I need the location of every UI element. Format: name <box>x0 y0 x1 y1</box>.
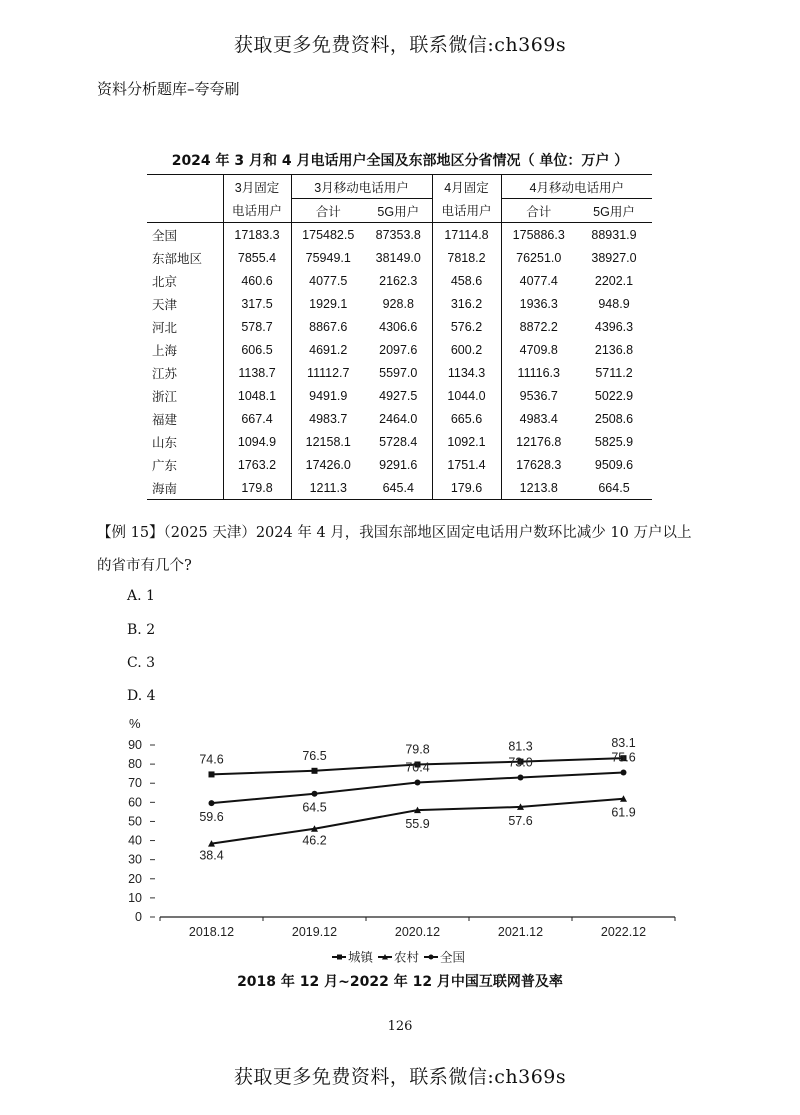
table-cell: 2097.6 <box>379 342 418 357</box>
row-region-name: 浙江 <box>152 389 178 404</box>
table-cell: 9509.6 <box>594 457 634 472</box>
page-number: 126 <box>387 1019 413 1034</box>
header-sub: 5G用户 <box>576 199 652 223</box>
table-cell: 2464.0 <box>379 411 418 426</box>
header-sub: 电话用户 <box>432 199 501 223</box>
table-cell: 1213.8 <box>501 476 576 500</box>
table-cell: 578.7 <box>223 315 291 338</box>
table-cell: 4983.7 <box>291 407 365 430</box>
table-cell: 5711.2 <box>595 365 633 380</box>
table-cell: 928.8 <box>382 296 414 311</box>
table-cell: 38149.0 <box>375 250 421 265</box>
option-c[interactable]: C. 3 <box>127 655 156 671</box>
table-cell: 5728.4 <box>379 434 418 449</box>
table-cell: 1134.3 <box>432 361 501 384</box>
table-row <box>147 223 652 247</box>
x-tick-label: 2022.12 <box>600 925 647 939</box>
table-cell: 4927.5 <box>379 388 418 403</box>
header-corner <box>147 175 223 199</box>
header-apr-mobile: 4月移动电话用户 <box>501 175 652 199</box>
table-cell: 2162.3 <box>379 273 418 288</box>
data-label: 61.9 <box>611 805 636 820</box>
header-sub: 5G用户 <box>365 199 432 223</box>
y-tick-label: 50 <box>128 814 142 829</box>
header-apr-fixed: 4月固定 <box>432 175 501 199</box>
table-row <box>147 292 652 315</box>
data-label: 74.6 <box>199 752 224 767</box>
table-row <box>147 407 652 430</box>
x-tick-label: 2019.12 <box>291 925 338 939</box>
table-cell: 12176.8 <box>501 430 576 453</box>
row-region-name: 天津 <box>152 297 178 312</box>
data-label: 38.4 <box>199 848 224 863</box>
option-b[interactable]: B. 2 <box>127 622 156 638</box>
table-cell: 460.6 <box>223 269 291 292</box>
row-region-name: 山东 <box>152 435 178 450</box>
row-region-name: 海南 <box>147 476 223 500</box>
internet-penetration-chart <box>100 715 700 970</box>
data-label: 83.1 <box>611 736 636 751</box>
table-cell: 316.2 <box>432 292 501 315</box>
table-row <box>147 384 652 407</box>
phone-users-table <box>147 174 652 500</box>
table-cell: 75949.1 <box>291 246 365 269</box>
table-cell: 606.5 <box>223 338 291 361</box>
table-cell: 8872.2 <box>501 315 576 338</box>
data-label: 76.5 <box>302 748 327 763</box>
table-cell: 4077.4 <box>501 269 576 292</box>
table-cell: 2136.8 <box>594 342 634 357</box>
data-point-square <box>312 768 318 774</box>
data-label: 55.9 <box>405 817 430 832</box>
table-cell: 76251.0 <box>501 246 576 269</box>
x-tick-label: 2021.12 <box>497 925 544 939</box>
table-cell: 1094.9 <box>223 430 291 453</box>
table-cell: 1044.0 <box>432 384 501 407</box>
row-region-name: 广东 <box>152 458 178 473</box>
data-label: 57.6 <box>508 813 533 828</box>
table-cell: 948.9 <box>598 296 630 311</box>
data-point-square <box>209 771 215 777</box>
table-cell: 179.6 <box>432 476 501 500</box>
y-tick-label: 70 <box>128 776 142 791</box>
table-row <box>147 476 652 500</box>
header-corner-2 <box>147 199 223 223</box>
legend-marker-circle <box>429 955 434 960</box>
data-label: 73.0 <box>508 755 533 770</box>
table-cell: 179.8 <box>223 476 291 500</box>
chart-ylabel: % <box>129 716 141 731</box>
table-cell: 1763.2 <box>223 453 291 476</box>
row-region-name: 北京 <box>152 274 178 289</box>
table-cell: 11116.3 <box>501 361 576 384</box>
table-row <box>147 338 652 361</box>
table-title: 2024 年 3 月和 4 月电话用户全国及东部地区分省情况（ 单位：万户 ） <box>171 153 629 169</box>
table-cell: 576.2 <box>432 315 501 338</box>
table-row <box>147 269 652 292</box>
table-cell: 600.2 <box>432 338 501 361</box>
table-cell: 17426.0 <box>291 453 365 476</box>
table-cell: 9291.6 <box>379 457 418 472</box>
header-sub: 合计 <box>291 199 365 223</box>
y-tick-label: 30 <box>128 852 142 867</box>
table-cell: 11112.7 <box>291 361 365 384</box>
table-row <box>147 430 652 453</box>
y-tick-label: 90 <box>128 738 142 752</box>
table-cell: 5825.9 <box>594 434 634 449</box>
watermark-bottom: 获取更多免费资料，联系微信:ch369s <box>233 1066 567 1088</box>
row-region-name: 江苏 <box>152 366 178 381</box>
table-cell: 38927.0 <box>591 250 637 265</box>
table-cell: 88931.9 <box>591 227 637 242</box>
data-label: 59.6 <box>199 810 224 825</box>
table-cell: 5597.0 <box>379 365 418 380</box>
header-sub: 合计 <box>501 199 576 223</box>
x-tick-label: 2018.12 <box>188 925 235 939</box>
legend-label: 全国 <box>440 950 466 965</box>
table-cell: 2508.6 <box>594 411 634 426</box>
table-cell: 1048.1 <box>223 384 291 407</box>
question-stem-line1: 【例 15】（2025 天津）2024 年 4 月，我国东部地区固定电话用户数环比减少 10 万户以上 <box>97 525 692 541</box>
table-cell: 667.4 <box>223 407 291 430</box>
option-a[interactable]: A. 1 <box>127 588 155 604</box>
table-cell: 175886.3 <box>501 223 576 247</box>
table-row <box>147 315 652 338</box>
row-region-name: 上海 <box>152 343 178 358</box>
table-cell: 2202.1 <box>594 273 634 288</box>
table-cell: 7855.4 <box>223 246 291 269</box>
data-point-circle <box>415 779 421 785</box>
table-row <box>147 361 652 384</box>
table-cell: 5022.9 <box>594 388 634 403</box>
table-cell: 175482.5 <box>291 223 365 247</box>
table-cell: 17628.3 <box>501 453 576 476</box>
table-cell: 645.4 <box>365 476 432 500</box>
table-cell: 1092.1 <box>432 430 501 453</box>
data-label: 64.5 <box>302 800 327 815</box>
data-label: 75.6 <box>611 750 636 765</box>
table-cell: 1751.4 <box>432 453 501 476</box>
table-cell: 4077.5 <box>291 269 365 292</box>
table-cell: 4306.6 <box>379 319 418 334</box>
legend-label: 农村 <box>394 950 420 965</box>
y-tick-label: 0 <box>135 910 142 924</box>
question-stem-line2: 的省市有几个? <box>97 558 192 574</box>
series-line-circle <box>212 773 624 804</box>
legend-label: 城镇 <box>348 950 374 965</box>
y-tick-label: 40 <box>128 833 142 848</box>
table-cell: 1929.1 <box>291 292 365 315</box>
table-cell: 8867.6 <box>291 315 365 338</box>
chart-title: 2018 年 12 月~2022 年 12 月中国互联网普及率 <box>237 974 563 990</box>
data-point-circle <box>312 791 318 797</box>
header-mar-mobile: 3月移动电话用户 <box>291 175 432 199</box>
table-row <box>147 246 652 269</box>
table-cell: 4983.4 <box>501 407 576 430</box>
table-cell: 12158.1 <box>291 430 365 453</box>
table-cell: 317.5 <box>223 292 291 315</box>
table-cell: 1138.7 <box>223 361 291 384</box>
data-point-circle <box>621 770 627 776</box>
header-sub: 电话用户 <box>223 199 291 223</box>
data-point-circle <box>518 774 524 780</box>
row-region-name: 全国 <box>152 228 178 243</box>
watermark-top: 获取更多免费资料，联系微信:ch369s <box>233 34 567 56</box>
table-cell: 1936.3 <box>501 292 576 315</box>
table-cell: 87353.8 <box>375 227 421 242</box>
data-label: 70.4 <box>405 760 430 775</box>
table-cell: 1211.3 <box>291 476 365 500</box>
table-cell: 4396.3 <box>594 319 634 334</box>
y-tick-label: 10 <box>128 890 142 905</box>
y-tick-label: 20 <box>128 871 142 886</box>
option-d[interactable]: D. 4 <box>127 688 156 704</box>
data-point-circle <box>209 800 215 806</box>
table-cell: 4709.8 <box>501 338 576 361</box>
data-label: 46.2 <box>302 833 327 848</box>
table-cell: 665.6 <box>432 407 501 430</box>
table-cell: 17114.8 <box>432 223 501 247</box>
table-cell: 664.5 <box>576 476 652 500</box>
table-cell: 7818.2 <box>432 246 501 269</box>
header-mar-fixed: 3月固定 <box>223 175 291 199</box>
row-region-name: 福建 <box>152 412 178 427</box>
legend-marker-square <box>337 955 342 960</box>
x-tick-label: 2020.12 <box>394 925 441 939</box>
table-cell: 458.6 <box>432 269 501 292</box>
y-tick-label: 60 <box>128 795 142 810</box>
table-cell: 17183.3 <box>223 223 291 247</box>
table-cell: 4691.2 <box>291 338 365 361</box>
y-tick-label: 80 <box>128 757 142 772</box>
row-region-name: 东部地区 <box>152 251 203 266</box>
table-row <box>147 453 652 476</box>
data-label: 79.8 <box>405 742 430 757</box>
data-label: 81.3 <box>508 739 533 754</box>
row-region-name: 河北 <box>152 320 178 335</box>
table-cell: 9491.9 <box>291 384 365 407</box>
table-cell: 9536.7 <box>501 384 576 407</box>
page-subtitle: 资料分析题库–夸夸刷 <box>97 80 240 98</box>
